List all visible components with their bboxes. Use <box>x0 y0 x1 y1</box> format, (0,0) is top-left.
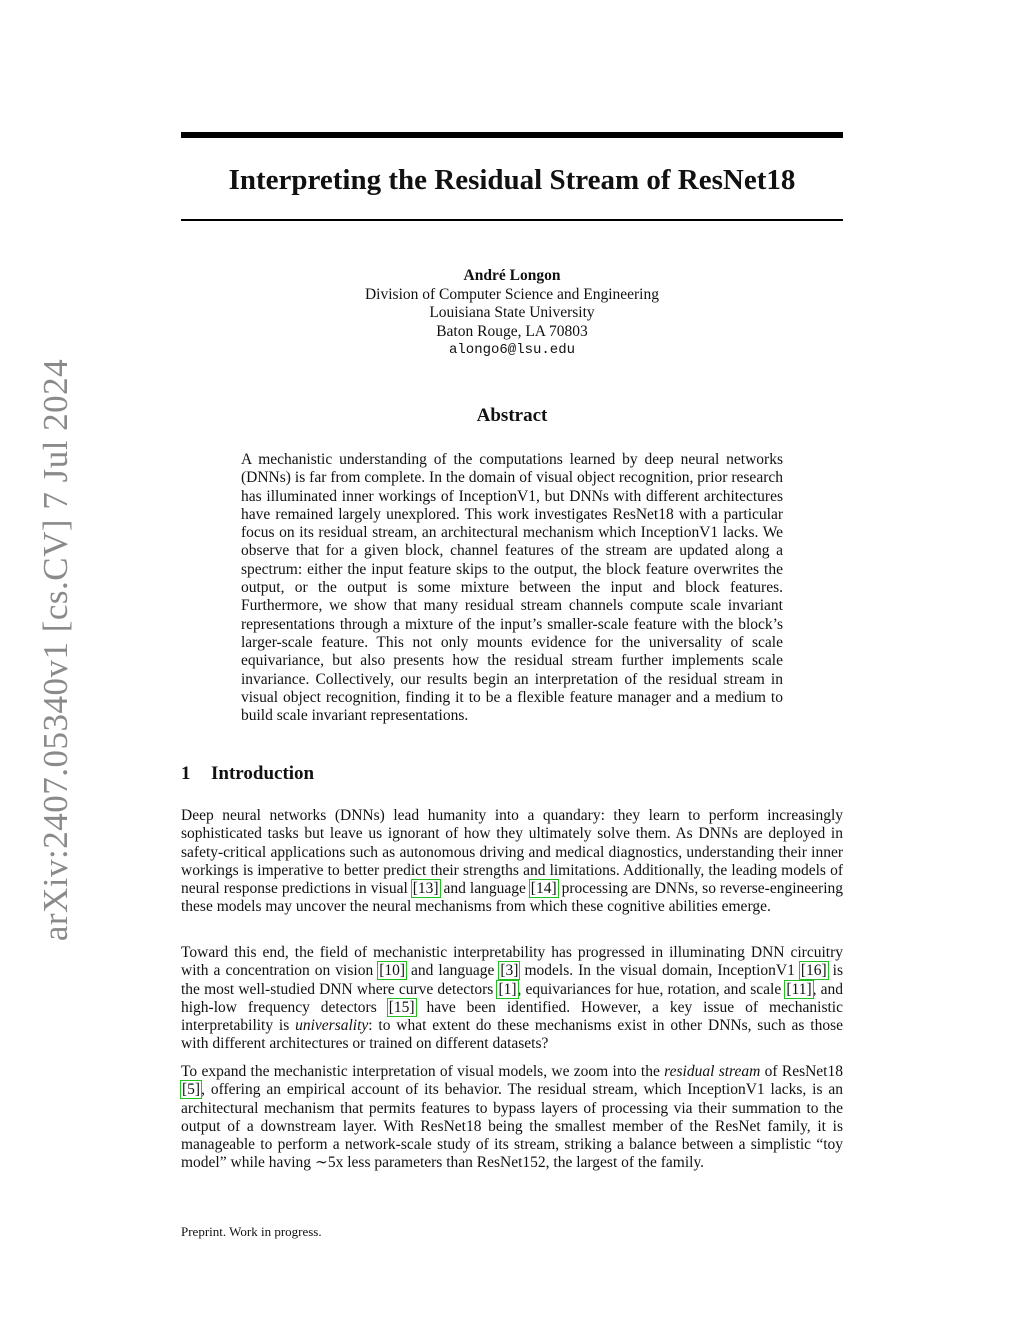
intro-paragraph-2: Toward this end, the field of mechanistic interpretability has progressed in illuminating DNN circuitry with a concentration on vision [10] and language [3] models. In the visual domain, InceptionV1 [16] is the most well-studied DNN where curve detectors [1], equivariances for hue, rotation, and scale [11], and high-low frequency detectors [15] have been identified. However, a key issue of mechanistic interpretability is universality: to what extent do these mechanisms exist in other DNNs, such as those with different architectures or trained on different datasets? <box>181 944 844 1053</box>
footnote-preprint: Preprint. Work in progress. <box>181 1224 322 1239</box>
author-block <box>181 267 843 360</box>
citation-link[interactable]: [13] <box>412 880 439 898</box>
intro-paragraph-3: To expand the mechanistic interpretation of visual models, we zoom into the residual stream of ResNet18 [5], offering an empirical account of its behavior. The residual stream, which InceptionV1 lacks, is an architectural mechanism that permits features to bypass layers of processing via their summation to the output of a downstream layer. With ResNet18 being the smallest member of the ResNet family, it is manageable to perform a network-scale study of its stream, striking a balance between a simplistic “toy model” while having ∼5x less parameters than ResNet152, the largest of the family. <box>181 1063 843 1172</box>
emphasis-residual-stream: residual stream <box>664 1063 761 1080</box>
section-title: Introduction <box>211 763 315 784</box>
section-heading-introduction <box>181 763 314 785</box>
citation-link[interactable]: [1] <box>498 980 517 998</box>
author-department: Division of Computer Science and Engineering <box>364 285 659 303</box>
citation-link[interactable]: [5] <box>182 1081 201 1099</box>
title-bottom-rule <box>181 219 843 221</box>
emphasis-universality: universality <box>295 1017 369 1035</box>
citation-link[interactable]: [14] <box>530 880 557 898</box>
paper-title: Interpreting the Residual Stream of ResNet18 <box>228 164 796 196</box>
citation-link[interactable]: [11] <box>786 980 812 998</box>
section-number: 1 <box>181 763 191 784</box>
abstract-text: A mechanistic understanding of the computations learned by deep neural networks (DNNs) is far from complete. In the domain of visual object recognition, prior research has illuminated inner workings of InceptionV1, but DNNs with different architectures have remained largely unexplored. This work investigates ResNet18 with a particular focus on its residual stream, an architectural mechanism which InceptionV1 lacks. We observe that for a given block, channel features of the stream are updated along a spectrum: either the input feature skips to the output, the block feature overwrites the output, or the output is some mixture between the input and block features. Furthermore, we show that many residual stream channels compute scale invariant representations through a mixture of the input’s smaller-scale feature with the block’s larger-scale feature. This not only mounts evidence for the universality of scale equivariance, but also presents how the residual stream further implements scale invariance. Collectively, our results begin an interpretation of the residual stream in visual object recognition, finding it to be a flexible feature manager and a medium to build scale invariant representations. <box>241 451 783 725</box>
citation-link[interactable]: [16] <box>800 962 827 980</box>
citation-link[interactable]: [15] <box>388 998 415 1016</box>
author-email[interactable]: alongo6@lsu.edu <box>448 342 576 358</box>
author-name: André Longon <box>463 267 561 284</box>
citation-link[interactable]: [3] <box>500 962 519 980</box>
author-university: Louisiana State University <box>429 304 595 321</box>
title-top-rule <box>181 132 843 138</box>
abstract-heading: Abstract <box>476 405 548 426</box>
arxiv-identifier: arXiv:2407.05340v1 [cs.CV] 7 Jul 2024 <box>36 358 75 942</box>
author-location: Baton Rouge, LA 70803 <box>436 322 588 340</box>
intro-paragraph-1: Deep neural networks (DNNs) lead humanity into a quandary: they learn to perform increasingly sophisticated tasks but leave us ignorant of how they ultimately solve them. As DNNs are deployed in safety-critical applications such as autonomous driving and medical diagnostics, understanding their inner workings is imperative to better predict their strengths and limitations. Additionally, the leading models of neural response predictions in visual [13] and language [14] processing are DNNs, so reverse-engineering these models may uncover the neural mechanisms from which these cognitive abilities emerge. <box>181 807 843 916</box>
citation-link[interactable]: [10] <box>379 962 406 980</box>
